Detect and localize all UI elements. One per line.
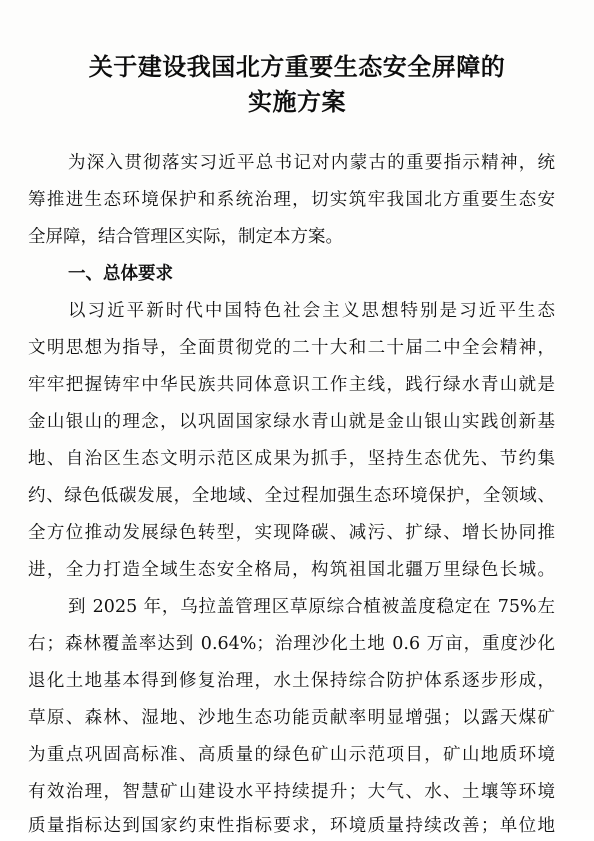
paragraph-2-line-6: 有效治理，智慧矿山建设水平持续提升；大气、水、土壤等环境 <box>28 782 555 802</box>
paragraph-1-line-8: 进，全力打造全域生态安全格局，构筑祖国北疆万里绿色长城。 <box>28 560 555 580</box>
paragraph-1-line-6: 约、绿色低碳发展，全地域、全过程加强生态环境保护，全领域、 <box>28 486 555 506</box>
paragraph-1-line-7: 全方位推动发展绿色转型，实现降碳、减污、扩绿、增长协同推 <box>28 523 555 543</box>
paragraph-2-line-4: 草原、森林、湿地、沙地生态功能贡献率明显增强；以露天煤矿 <box>28 708 555 728</box>
document-title-line-2: 实施方案 <box>248 87 346 116</box>
paragraph-1-line-3: 牢牢把握铸牢中华民族共同体意识工作主线，践行绿水青山就是 <box>28 375 555 395</box>
paragraph-2-line-5: 为重点巩固高标准、高质量的绿色矿山示范项目，矿山地质环境 <box>28 745 555 765</box>
paragraph-1-line-5: 地、自治区生态文明示范区成果为抓手，坚持生态优先、节约集 <box>28 449 555 469</box>
document-title-line-1: 关于建设我国北方重要生态安全屏障的 <box>88 52 506 81</box>
intro-line-3: 全屏障，结合管理区实际，制定本方案。 <box>28 227 343 247</box>
paragraph-2-line-2: 右；森林覆盖率达到 0.64%；治理沙化土地 0.6 万亩，重度沙化 <box>28 634 555 654</box>
paragraph-1-line-2: 文明思想为指导，全面贯彻党的二十大和二十届二中全会精神， <box>28 338 555 358</box>
paragraph-2-line-7: 质量指标达到国家约束性指标要求，环境质量持续改善；单位地 <box>28 816 555 836</box>
paragraph-2-line-3: 退化土地基本得到修复治理，水土保持综合防护体系逐步形成， <box>28 671 555 691</box>
intro-line-2: 筹推进生态环境保护和系统治理，切实筑牢我国北方重要生态安 <box>28 190 555 210</box>
paragraph-2-line-1: 到 2025 年，乌拉盖管理区草原综合植被盖度稳定在 75%左 <box>68 597 555 617</box>
paragraph-1-line-1: 以习近平新时代中国特色社会主义思想特别是习近平生态 <box>68 301 555 321</box>
intro-line-1: 为深入贯彻落实习近平总书记对内蒙古的重要指示精神，统 <box>68 153 555 173</box>
paragraph-1-line-4: 金山银山的理念，以巩固国家绿水青山就是金山银山实践创新基 <box>28 412 555 432</box>
section-1-heading: 一、总体要求 <box>68 264 173 284</box>
